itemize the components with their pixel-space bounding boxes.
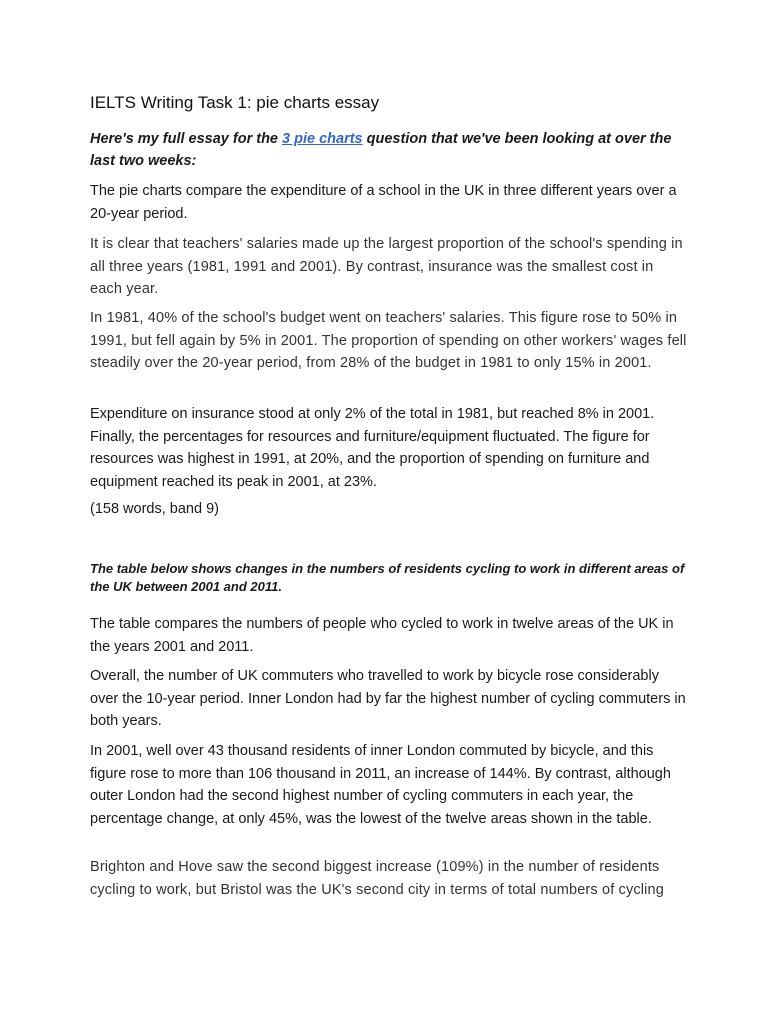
essay2-paragraph-4: Brighton and Hove saw the second biggest increase (109%) in the number of residents cycling to work, but Bristol was the UK's second city in terms of total numbers of cycling — [90, 859, 664, 898]
essay1-paragraph-1: The pie charts compare the expenditure of a school in the UK in three different years over a 20-year period. — [90, 183, 677, 222]
intro-text-after: question that we've been looking at over the last two weeks: — [90, 131, 672, 169]
essay1-paragraph-2: It is clear that teachers' salaries made up the largest proportion of the school's spending in all three years (1981, 1991 and 2001). By contrast, insurance was the smallest cost in each year. — [90, 236, 683, 297]
essay1-paragraph-4: Expenditure on insurance stood at only 2% of the total in 1981, but reached 8% in 2001. Finally, the percentages for resources and furniture/equipment fluctuated. The figure for resources was highest in 1991, at 20%, and the proportion of spending on furniture and equipment reached its peak in 2001, at 23%. — [90, 406, 655, 490]
intro-sentence — [90, 128, 690, 172]
intro-text-before: Here's my full essay for the — [90, 131, 283, 147]
task2-question-heading: The table below shows changes in the numbers of residents cycling to work in different areas of the UK between 2001 and 2011. — [90, 561, 685, 594]
pie-charts-link[interactable]: 3 pie charts — [282, 131, 363, 147]
essay1-paragraph-3: In 1981, 40% of the school's budget went on teachers' salaries. This figure rose to 50% in 1991, but fell again by 5% in 2001. The proportion of spending on other workers' wages fell steadily over the 20-year period, from 28% of the budget in 1981 to only 15% in 2001. — [90, 310, 687, 371]
essay2-paragraph-3: In 2001, well over 43 thousand residents of inner London commuted by bicycle, and this figure rose to more than 106 thousand in 2011, an increase of 144%. By contrast, although outer London had the second highest number of cycling commuters in each year, the percentage change, at only 45%, was the lowest of the twelve areas shown in the table. — [90, 743, 671, 827]
essay2-paragraph-2: Overall, the number of UK commuters who travelled to work by bicycle rose considerably over the 10-year period. Inner London had by far the highest number of cycling commuters in both years. — [90, 668, 686, 729]
essay2-paragraph-1: The table compares the numbers of people who cycled to work in twelve areas of the UK in the years 2001 and 2011. — [90, 616, 674, 655]
page-title: IELTS Writing Task 1: pie charts essay — [90, 93, 380, 112]
word-count-note: (158 words, band 9) — [90, 501, 219, 517]
